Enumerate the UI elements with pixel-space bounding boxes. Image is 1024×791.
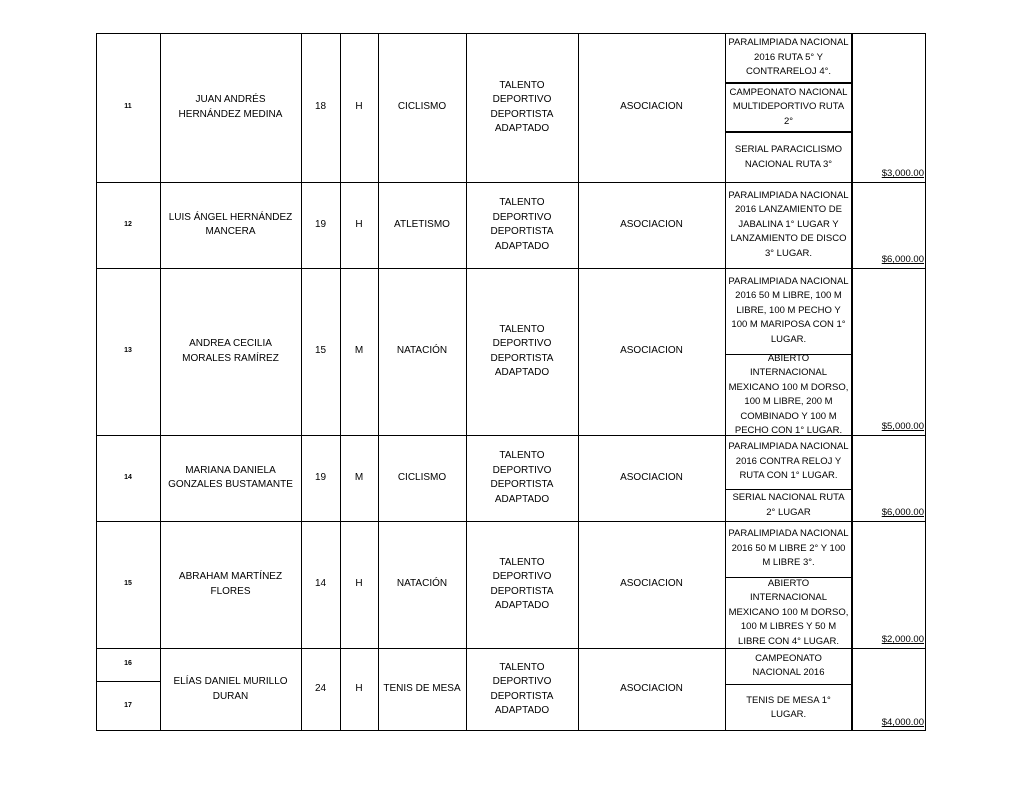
amount	[853, 168, 925, 180]
amount	[853, 254, 925, 266]
row-number: 12	[124, 220, 132, 228]
athlete-age: 14	[314, 578, 327, 590]
amount	[853, 507, 925, 519]
athlete-type: ASOCIACION	[620, 578, 683, 590]
achievement-cell: CAMPEONATO NACIONAL 2016	[725, 648, 852, 685]
row-number: 17	[124, 701, 132, 709]
athlete-sport: CICLISMO	[397, 471, 447, 483]
achievement-cell: TENIS DE MESA 1° LUGAR.	[725, 685, 852, 731]
athlete-type: ASOCIACION	[620, 471, 683, 483]
achievement-cell: SERIAL PARACICLISMO NACIONAL RUTA 3°	[725, 132, 852, 182]
athlete-name: ELÍAS DANIEL MURILLO DURAN	[173, 676, 288, 702]
amount	[853, 634, 925, 646]
athlete-category: TALENTO DEPORTIVO DEPORTISTA ADAPTADO	[490, 661, 554, 716]
achievement-cell: PARALIMPIADA NACIONAL 2016 CONTRA RELOJ Y RUTA CON 1° LUGAR.	[725, 435, 852, 490]
amount	[853, 421, 925, 433]
athlete-type: ASOCIACION	[620, 218, 683, 230]
athlete-name: LUIS ÁNGEL HERNÁNDEZ MANCERA	[168, 211, 293, 237]
athlete-sport: ATLETISMO	[394, 218, 450, 230]
amount-value: $2,000.00	[881, 634, 924, 645]
achievement-cell: ABIERTO INTERNACIONAL MEXICANO 100 M DORSO, 100 M LIBRE, 200 M COMBINADO Y 100 M PECHO CON 1° LUGAR.	[725, 355, 852, 435]
achievement-cell: PARALIMPIADA NACIONAL 2016 50 M LIBRE 2° Y 100 M LIBRE 3°.	[725, 521, 852, 578]
row-number: 13	[124, 347, 132, 355]
athlete-category: TALENTO DEPORTIVO DEPORTISTA ADAPTADO	[490, 323, 554, 378]
amount-value: $6,000.00	[881, 507, 924, 518]
athlete-name: ANDREA CECILIA MORALES RAMÍREZ	[182, 338, 279, 364]
athlete-category: TALENTO DEPORTIVO DEPORTISTA ADAPTADO	[490, 450, 554, 505]
achievement-cell: PARALIMPIADA NACIONAL 2016 RUTA 5° Y CONTRARELOJ 4°.	[725, 33, 852, 83]
athlete-type: ASOCIACION	[620, 683, 683, 695]
athlete-sex: M	[354, 345, 364, 357]
row-number: 16	[124, 660, 132, 668]
athlete-age: 15	[314, 345, 327, 357]
athlete-type: ASOCIACION	[620, 101, 683, 113]
athlete-type: ASOCIACION	[620, 345, 683, 357]
athlete-sport: NATACIÓN	[396, 345, 448, 357]
athlete-sex: H	[355, 218, 363, 230]
athlete-sex: H	[355, 101, 363, 113]
athlete-age: 19	[314, 471, 327, 483]
athlete-age: 19	[314, 218, 327, 230]
athlete-sex: H	[355, 683, 363, 695]
achievement-cell: PARALIMPIADA NACIONAL 2016 LANZAMIENTO DE JABALINA 1° LUGAR Y LANZAMIENTO DE DISCO 3° LUGAR.	[725, 182, 852, 268]
column-divider	[852, 33, 853, 731]
athlete-name: MARIANA DANIELA GONZALES BUSTAMANTE	[168, 464, 293, 490]
achievement-cell: CAMPEONATO NACIONAL MULTIDEPORTIVO RUTA 2°	[725, 83, 852, 132]
athlete-sport: NATACIÓN	[396, 578, 448, 590]
athlete-age: 24	[314, 683, 327, 695]
amount-value: $3,000.00	[881, 168, 924, 179]
athlete-sex: H	[355, 578, 363, 590]
athlete-name: ABRAHAM MARTÍNEZ FLORES	[178, 571, 283, 597]
athlete-sport: TENIS DE MESA	[383, 683, 461, 695]
athlete-category: TALENTO DEPORTIVO DEPORTISTA ADAPTADO	[490, 79, 554, 134]
amount-value: $4,000.00	[881, 717, 924, 728]
row-number: 14	[124, 473, 132, 481]
athlete-age: 18	[314, 101, 327, 113]
athlete-category: TALENTO DEPORTIVO DEPORTISTA ADAPTADO	[490, 197, 554, 252]
row-number: 11	[124, 103, 132, 111]
achievement-cell: PARALIMPIADA NACIONAL 2016 50 M LIBRE, 100 M LIBRE, 100 M PECHO Y 100 M MARIPOSA CON 1° LUGAR.	[725, 268, 852, 355]
row-number: 15	[124, 580, 132, 588]
amount-value: $6,000.00	[881, 254, 924, 265]
athlete-name: JUAN ANDRÉS HERNÁNDEZ MEDINA	[178, 94, 283, 120]
amount	[853, 717, 925, 729]
achievement-cell: ABIERTO INTERNACIONAL MEXICANO 100 M DORSO, 100 M LIBRES Y 50 M LIBRE CON 4° LUGAR.	[725, 578, 852, 648]
amount-value: $5,000.00	[881, 421, 924, 432]
athlete-sport: CICLISMO	[397, 101, 447, 113]
athlete-category: TALENTO DEPORTIVO DEPORTISTA ADAPTADO	[490, 556, 554, 611]
athlete-sex: M	[354, 471, 364, 483]
achievement-cell: SERIAL NACIONAL RUTA 2° LUGAR	[725, 490, 852, 521]
